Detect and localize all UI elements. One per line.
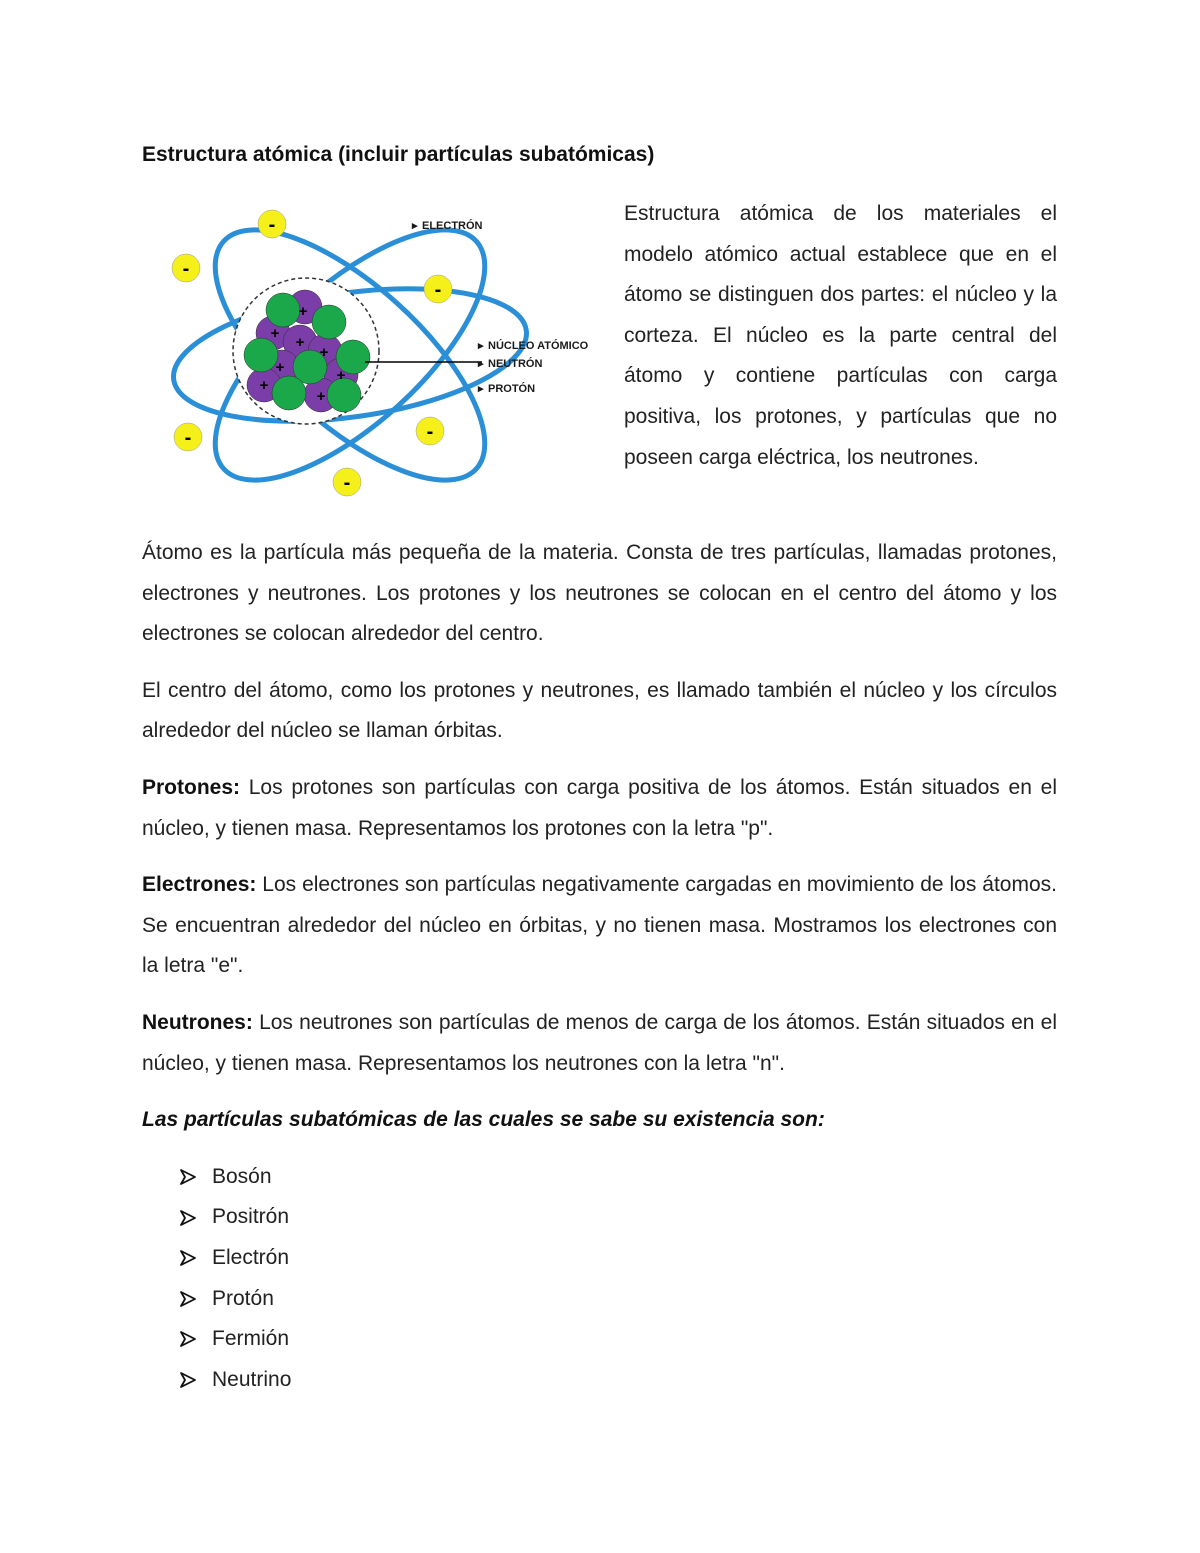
document-title: Estructura atómica (incluir partículas subatómicas) [142,143,655,166]
list-item-label: Electrón [212,1245,290,1269]
electron-sign: - [434,279,442,301]
paragraph-protones [142,768,1057,849]
paragraph-neutrones [142,1003,1057,1084]
paragraph-atom-definition: Átomo es la partícula más pequeña de la materia. Consta de tres partículas, llamadas protones, electrones y neutrones. Los protones y los neutrones se colocan en el centro del átomo y los electrones se colocan alrededor del centro. [142,541,1057,646]
neutron [244,338,278,372]
proton-sign: + [270,325,280,342]
text-electrones: Los electrones son partículas negativamente cargadas en movimiento de los átomos. Se encuentran alrededor del núcleo en órbitas, y no tienen masa. Mostramos los electrones con la letra "e". [142,873,1057,978]
nucleus-label: NÚCLEO ATÓMICO [488,340,589,352]
list-item [142,1157,1057,1198]
electron-sign: - [182,258,190,280]
list-item [142,1360,1057,1401]
list-item-label: Fermión [212,1327,290,1351]
electron-sign: - [184,427,192,449]
proton-sign: + [316,388,326,405]
neutron [272,376,306,410]
arrow-bullet-icon [178,1167,198,1187]
proton-sign: + [259,377,269,394]
list-item-label: Positrón [212,1205,290,1229]
paragraph-nucleus: El centro del átomo, como los protones y neutrones, es llamado también el núcleo y los círculos alrededor del núcleo se llaman órbitas. [142,678,1057,743]
nucleus-label-marker: ▸ [478,340,484,352]
list-item [142,1319,1057,1360]
atom-diagram [160,195,610,515]
list-item [142,1279,1057,1320]
proton-sign: + [319,344,329,361]
document-body [142,533,1057,1400]
term-neutrones: Neutrones: [142,1010,253,1034]
neutron [266,293,300,327]
proton-sign: + [275,359,285,376]
arrow-bullet-icon [178,1208,198,1228]
list-item-label: Protón [212,1286,274,1310]
text-protones: Los protones son partículas con carga positiva de los átomos. Están situados en el núcleo, y tienen masa. Representamos los protones con la letra "p". [142,775,1057,840]
proton-label: PROTÓN [488,383,536,395]
list-item [142,1238,1057,1279]
proton-sign: + [298,303,308,320]
arrow-bullet-icon [178,1289,198,1309]
electron-label: ELECTRÓN [422,220,483,232]
text-neutrones: Los neutrones son partículas de menos de carga de los átomos. Están situados en el núcleo, y tienen masa. Representamos los neutrones con la letra "n". [142,1010,1057,1075]
subheading: Las partículas subatómicas de las cuales se sabe su existencia son: [142,1108,825,1132]
electron-sign: - [343,472,351,494]
proton-sign: + [295,334,305,351]
neutron-label-marker: ▸ [478,358,484,370]
arrow-bullet-icon [178,1329,198,1349]
proton-label-marker: ▸ [478,383,484,395]
electron-sign: - [268,214,276,236]
term-protones: Protones: [142,775,241,799]
list-item [142,1197,1057,1238]
electron-label-marker: ▸ [412,220,418,232]
list-item-label: Bosón [212,1164,272,1188]
subatomic-list [142,1157,1057,1401]
arrow-bullet-icon [178,1248,198,1268]
paragraph-electrones [142,865,1057,987]
list-item-label: Neutrino [212,1367,292,1391]
neutron-label: NEUTRÓN [488,358,543,370]
proton-sign: + [336,367,346,384]
intro-paragraph: Estructura atómica de los materiales el modelo atómico actual establece que en el átomo se distinguen dos partes: el núcleo y la corteza. El núcleo es la parte central del átomo y contiene partículas con carga positiva, los protones, y partículas que no poseen carga eléctrica, los neutrones. [624,202,1057,469]
neutron [312,305,346,339]
electron-sign: - [426,421,434,443]
term-electrones: Electrones: [142,873,257,897]
arrow-bullet-icon [178,1370,198,1390]
